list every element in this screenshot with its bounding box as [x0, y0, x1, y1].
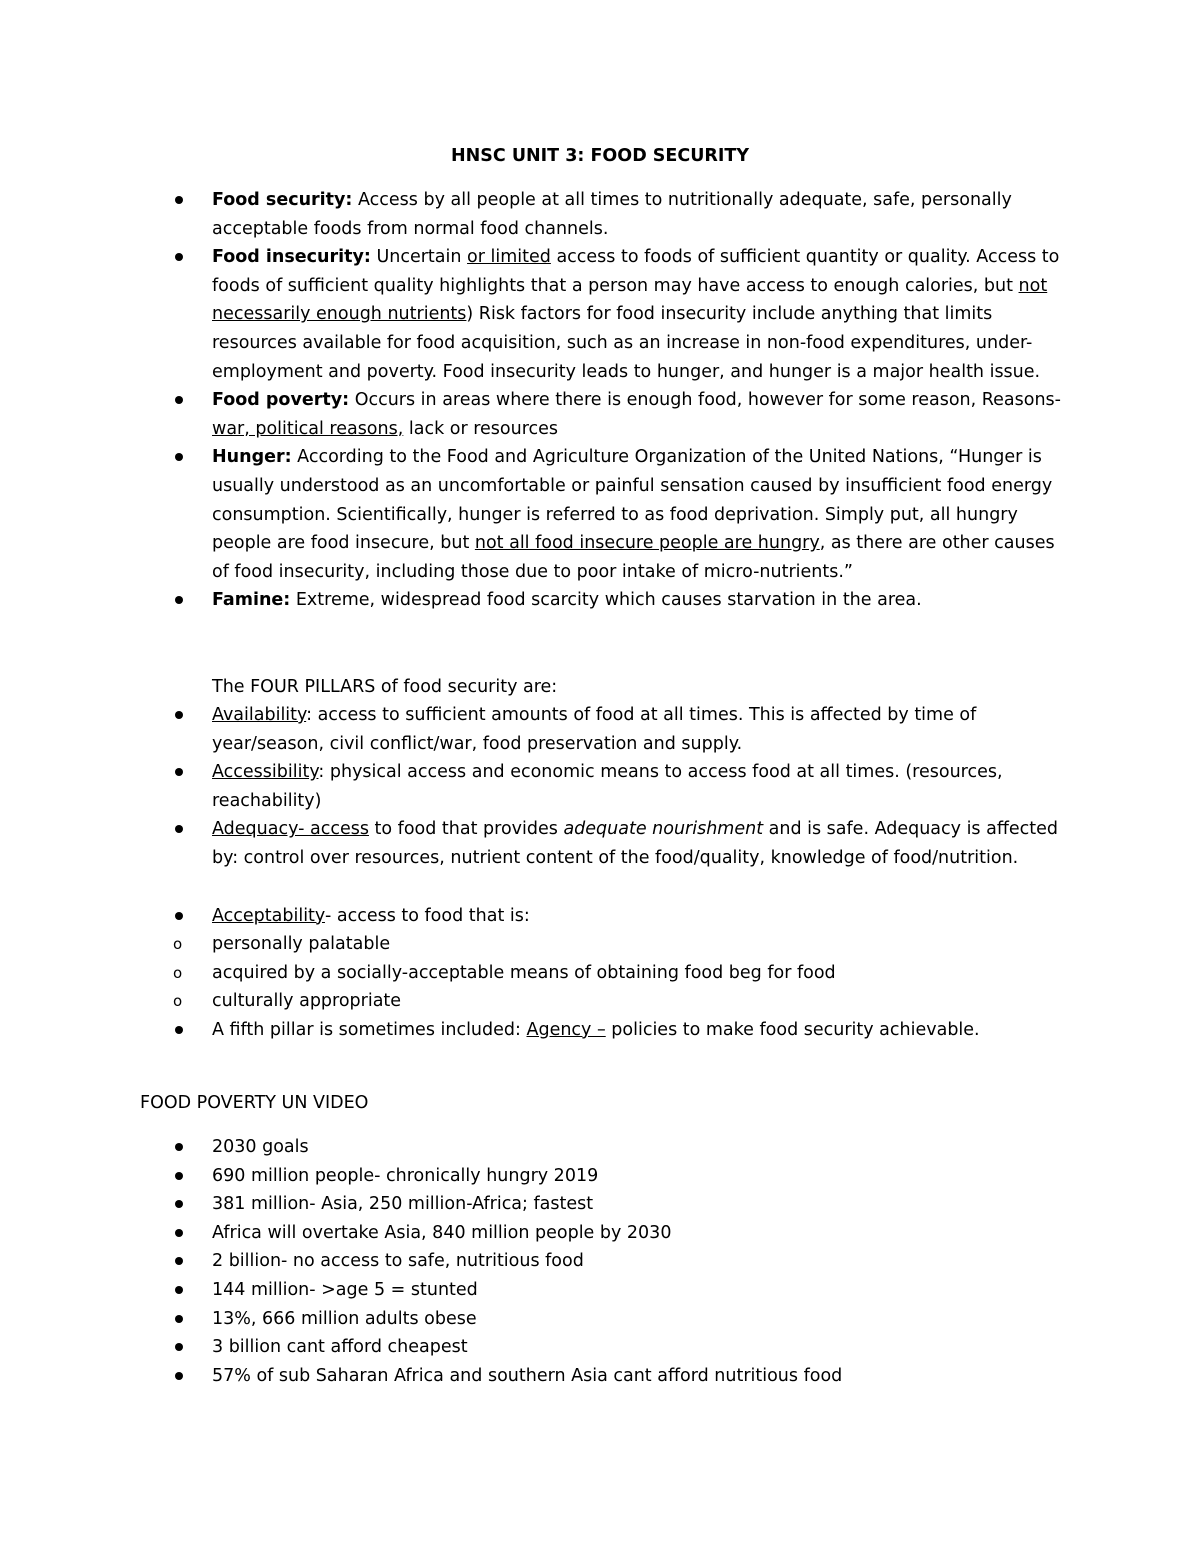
pillar-text: - access to food that is:: [324, 905, 530, 926]
bullet-icon: [175, 453, 183, 461]
bullet-icon: [175, 1372, 183, 1380]
sub-item-text: culturally appropriate: [212, 991, 402, 1012]
list-item: [212, 1276, 1062, 1305]
definition-text: Extreme, widespread food scarcity which causes starvation in the area.: [290, 590, 922, 611]
circle-bullet-icon: o: [173, 935, 183, 954]
underlined-text: not all food insecure people are hungry: [474, 533, 820, 554]
sub-list-item: [136, 959, 1062, 988]
underlined-text: not necessarily enough nutrients: [212, 275, 1048, 325]
list-item: [212, 815, 1062, 872]
pillar-text: : access to sufficient amounts of food at all times. This is affected by time of year/season, civil conflict/war, food preservation and supply.: [212, 705, 977, 754]
list-item: [212, 1016, 1062, 1045]
bullet-icon: [175, 1200, 183, 1208]
bullet-icon: [175, 1343, 183, 1351]
bullet-icon: [175, 253, 183, 261]
definitions-list: [212, 186, 1062, 615]
pillar-text: and is safe. Adequacy is affected by: control over resources, nutrient content of the food/quality, knowledge of food/nutrition.: [212, 819, 1059, 868]
definition-text: According to the Food and Agriculture Organization of the United Nations, “Hunger is usually understood as an uncomfortable or painful sensation caused by insufficient food energy consumption. Scientifically, hunger is referred to as food deprivation. Simply put, all hungry people are food insecure, but: [212, 447, 1053, 554]
circle-bullet-icon: o: [173, 992, 183, 1011]
note-text: 13%, 666 million adults obese: [212, 1308, 477, 1329]
list-item: [212, 186, 1062, 243]
bullet-icon: [175, 196, 183, 204]
sub-item-text: personally palatable: [212, 934, 391, 955]
note-text: 381 million- Asia, 250 million-Africa; fastest: [212, 1194, 594, 1215]
list-item: [212, 758, 1062, 815]
note-text: Africa will overtake Asia, 840 million people by 2030: [212, 1222, 672, 1243]
list-item: [212, 1133, 1062, 1162]
list-item: [212, 586, 1062, 615]
bullet-icon: [175, 1026, 183, 1034]
definition-text: access to foods of sufficient quantity or quality. Access to foods of sufficient quality highlights that a person may have access to enough calories, but: [212, 247, 1060, 296]
list-item: [212, 1219, 1062, 1248]
definition-text: Uncertain: [370, 247, 468, 268]
bullet-icon: [175, 1172, 183, 1180]
bullet-icon: [175, 1315, 183, 1323]
list-item: [212, 243, 1062, 386]
list-item: [212, 701, 1062, 758]
list-item: [173, 902, 1062, 1016]
video-notes-list: [212, 1133, 1062, 1390]
list-item: [212, 1362, 1062, 1391]
pillars-intro: The FOUR PILLARS of food security are:: [212, 677, 558, 697]
bullet-icon: [175, 912, 183, 920]
term-food-poverty: Food poverty:: [212, 390, 350, 411]
list-item: [212, 1190, 1062, 1219]
document-title: HNSC UNIT 3: FOOD SECURITY: [450, 146, 750, 166]
underlined-text: or limited: [467, 247, 551, 268]
note-text: 690 million people- chronically hungry 2019: [212, 1165, 599, 1186]
bullet-icon: [175, 1229, 183, 1237]
note-text: 3 billion cant afford cheapest: [212, 1337, 468, 1358]
pillar-text: to food that provides: [368, 819, 564, 840]
definition-text: , as there are other causes of food insecurity, including those due to poor intake of micro-nutrients.”: [212, 533, 1055, 582]
pillar-text: A fifth pillar is sometimes included:: [212, 1019, 527, 1040]
italic-text: adequate nourishment: [563, 819, 764, 840]
bullet-icon: [175, 711, 183, 719]
sub-item-text: acquired by a socially-acceptable means of obtaining food beg for food: [212, 962, 836, 983]
list-item: [212, 1333, 1062, 1362]
term-food-insecurity: Food insecurity:: [212, 247, 371, 268]
sub-list-item: [136, 987, 1062, 1016]
pillar-acceptability: Acceptability: [212, 905, 325, 926]
list-item: [212, 1247, 1062, 1276]
bullet-icon: [175, 1143, 183, 1151]
term-food-security: Food security:: [212, 190, 353, 210]
pillar-adequacy: Adequacy- access: [212, 819, 369, 840]
bullet-icon: [175, 1257, 183, 1265]
list-item: [212, 1305, 1062, 1334]
list-item: [212, 386, 1062, 443]
bullet-icon: [175, 396, 183, 404]
definition-text: ) Risk factors for food insecurity include anything that limits resources available for food acquisition, such as an increase in non-food expenditures, under-employment and poverty. Food insecurity leads to hunger, and hunger is a major health issue.: [212, 304, 1041, 382]
acceptability-sublist: [136, 930, 1062, 1016]
sub-list-item: [136, 930, 1062, 959]
bullet-icon: [175, 825, 183, 833]
pillars-list: [173, 701, 1062, 1045]
note-text: 144 million- >age 5 = stunted: [212, 1279, 478, 1300]
list-item: [212, 443, 1062, 586]
bullet-icon: [175, 1286, 183, 1294]
list-item: [212, 1162, 1062, 1191]
term-famine: Famine:: [212, 590, 291, 611]
pillar-text: : physical access and economic means to access food at all times. (resources, reachability): [212, 762, 1003, 811]
definition-text: Access by all people at all times to nutritionally adequate, safe, personally acceptable foods from normal food channels.: [212, 190, 1012, 239]
pillar-text: policies to make food security achievable.: [605, 1019, 980, 1040]
definition-text: lack or resources: [403, 418, 559, 439]
note-text: 2030 goals: [212, 1137, 309, 1157]
bullet-icon: [175, 768, 183, 776]
note-text: 57% of sub Saharan Africa and southern Asia cant afford nutritious food: [212, 1365, 843, 1386]
pillar-availability: Availability: [212, 705, 307, 725]
section-heading: FOOD POVERTY UN VIDEO: [140, 1093, 369, 1113]
term-hunger: Hunger:: [212, 447, 292, 468]
note-text: 2 billion- no access to safe, nutritious food: [212, 1251, 584, 1272]
underlined-text: war, political reasons,: [212, 418, 404, 439]
definition-text: Occurs in areas where there is enough food, however for some reason, Reasons-: [349, 390, 1061, 411]
pillar-accessibility: Accessibility: [212, 762, 319, 783]
pillar-agency: Agency –: [526, 1019, 606, 1040]
bullet-icon: [175, 596, 183, 604]
circle-bullet-icon: o: [173, 963, 183, 982]
